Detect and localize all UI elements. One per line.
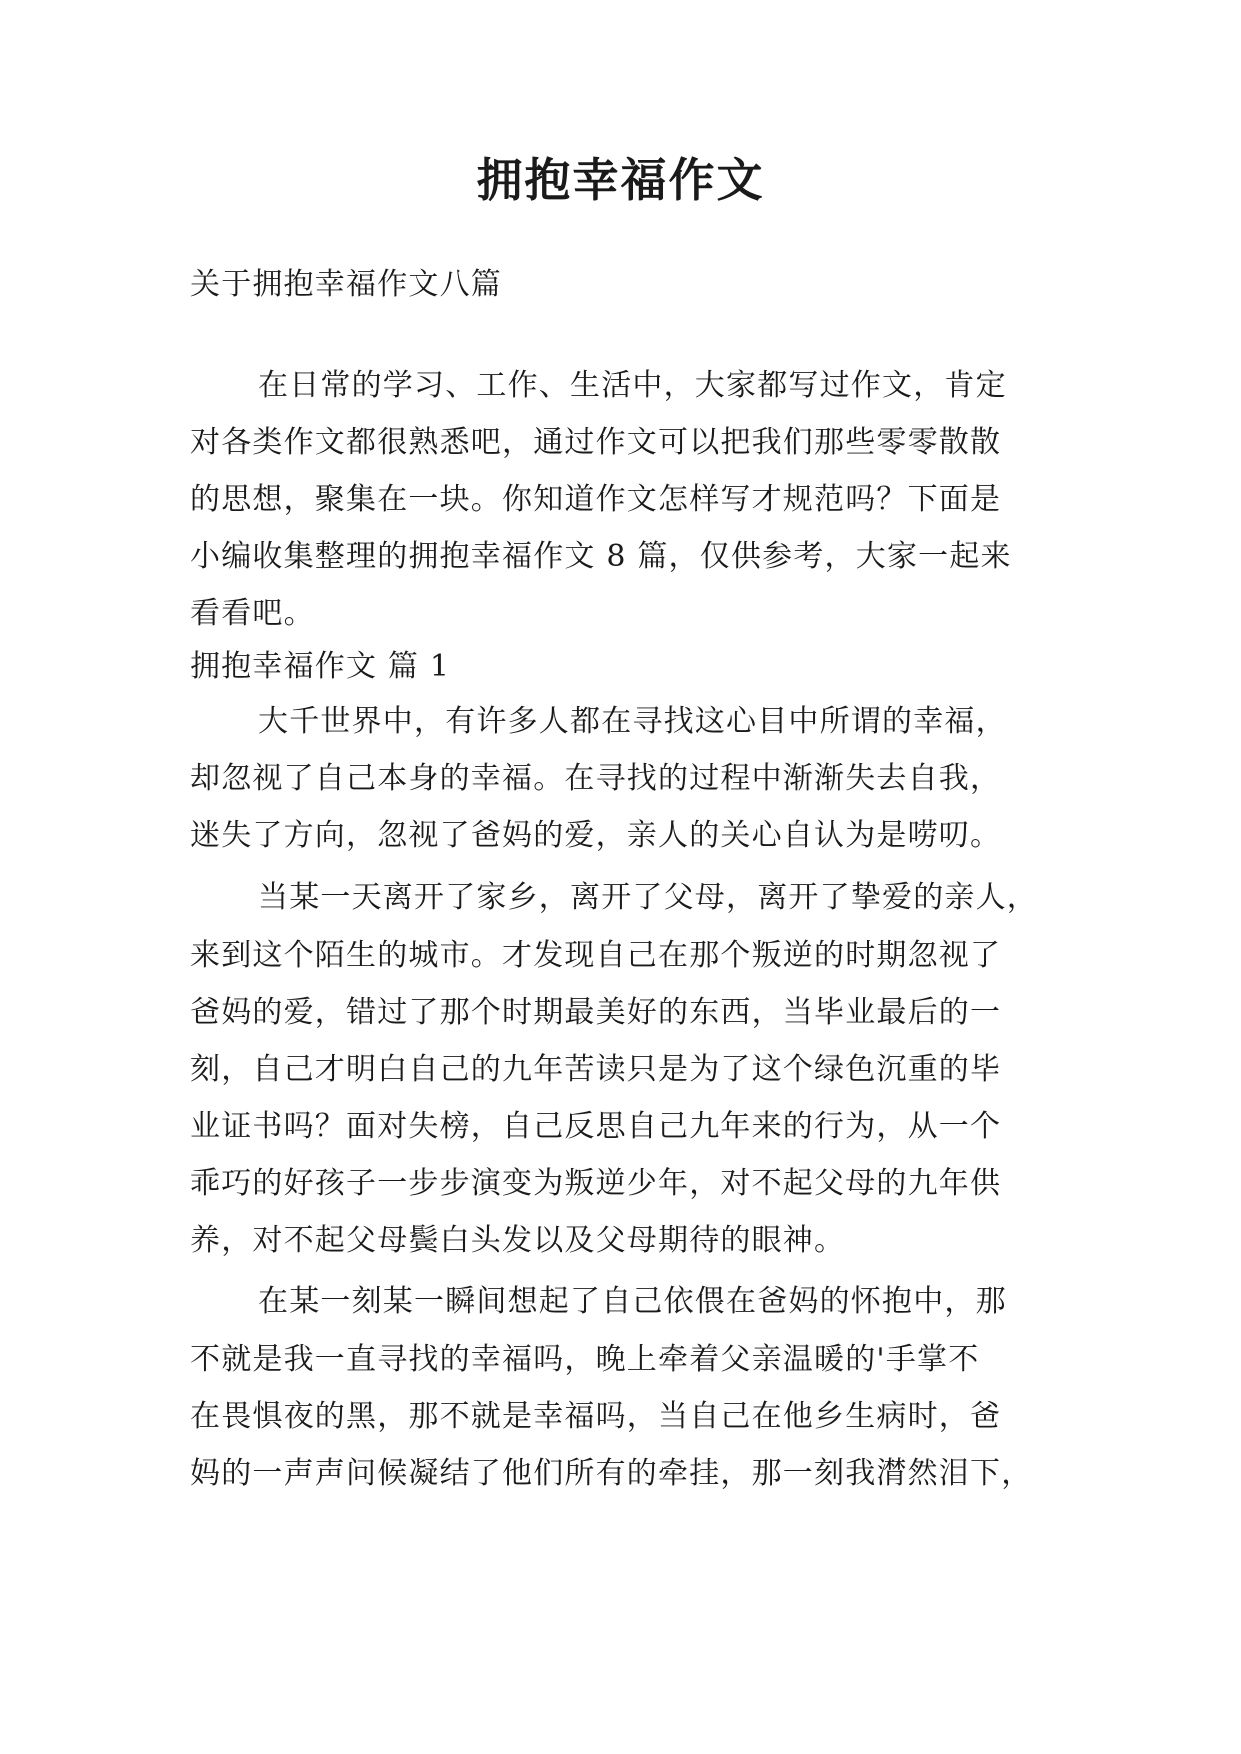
paragraph-line: 刻，自己才明白自己的九年苦读只是为了这个绿色沉重的毕	[190, 1052, 1002, 1087]
paragraph-line: 业证书吗？面对失榜，自己反思自己九年来的行为，从一个	[190, 1109, 1002, 1144]
paragraph-line: 乖巧的好孩子一步步演变为叛逆少年，对不起父母的九年供	[190, 1166, 1002, 1201]
paragraph-line: 迷失了方向，忽视了爸妈的爱，亲人的关心自认为是唠叨。	[190, 818, 1002, 853]
document-subtitle: 关于拥抱幸福作文八篇	[190, 267, 502, 302]
intro-line: 在日常的学习、工作、生活中，大家都写过作文，肯定	[258, 368, 1007, 403]
paragraph-line: 来到这个陌生的城市。才发现自己在那个叛逆的时期忽视了	[190, 938, 1002, 973]
paragraph-line: 却忽视了自己本身的幸福。在寻找的过程中渐渐失去自我，	[190, 761, 1002, 796]
document-title: 拥抱幸福作文	[476, 153, 765, 207]
intro-line: 看看吧。	[190, 596, 315, 631]
paragraph-line: 在畏惧夜的黑，那不就是幸福吗，当自己在他乡生病时，爸	[190, 1399, 1002, 1434]
section-heading: 拥抱幸福作文 篇 1	[190, 649, 451, 684]
intro-line: 对各类作文都很熟悉吧，通过作文可以把我们那些零零散散	[190, 425, 1002, 460]
intro-line: 的思想，聚集在一块。你知道作文怎样写才规范吗？下面是	[190, 482, 1002, 517]
paragraph-line: 当某一天离开了家乡，离开了父母，离开了挚爱的亲人，	[258, 880, 1038, 915]
intro-line: 小编收集整理的拥抱幸福作文 8 篇，仅供参考，大家一起来	[190, 539, 1012, 574]
paragraph-line: 在某一刻某一瞬间想起了自己依偎在爸妈的怀抱中，那	[258, 1284, 1007, 1319]
paragraph-line: 爸妈的爱，错过了那个时期最美好的东西，当毕业最后的一	[190, 995, 1002, 1030]
paragraph-line: 大千世界中，有许多人都在寻找这心目中所谓的幸福，	[258, 704, 1007, 739]
paragraph-line: 不就是我一直寻找的幸福吗，晚上牵着父亲温暖的'手掌不	[190, 1342, 980, 1377]
paragraph-line: 养，对不起父母鬓白头发以及父母期待的眼神。	[190, 1223, 846, 1258]
paragraph-line: 妈的一声声问候凝结了他们所有的牵挂，那一刻我潸然泪下，	[190, 1456, 1033, 1491]
